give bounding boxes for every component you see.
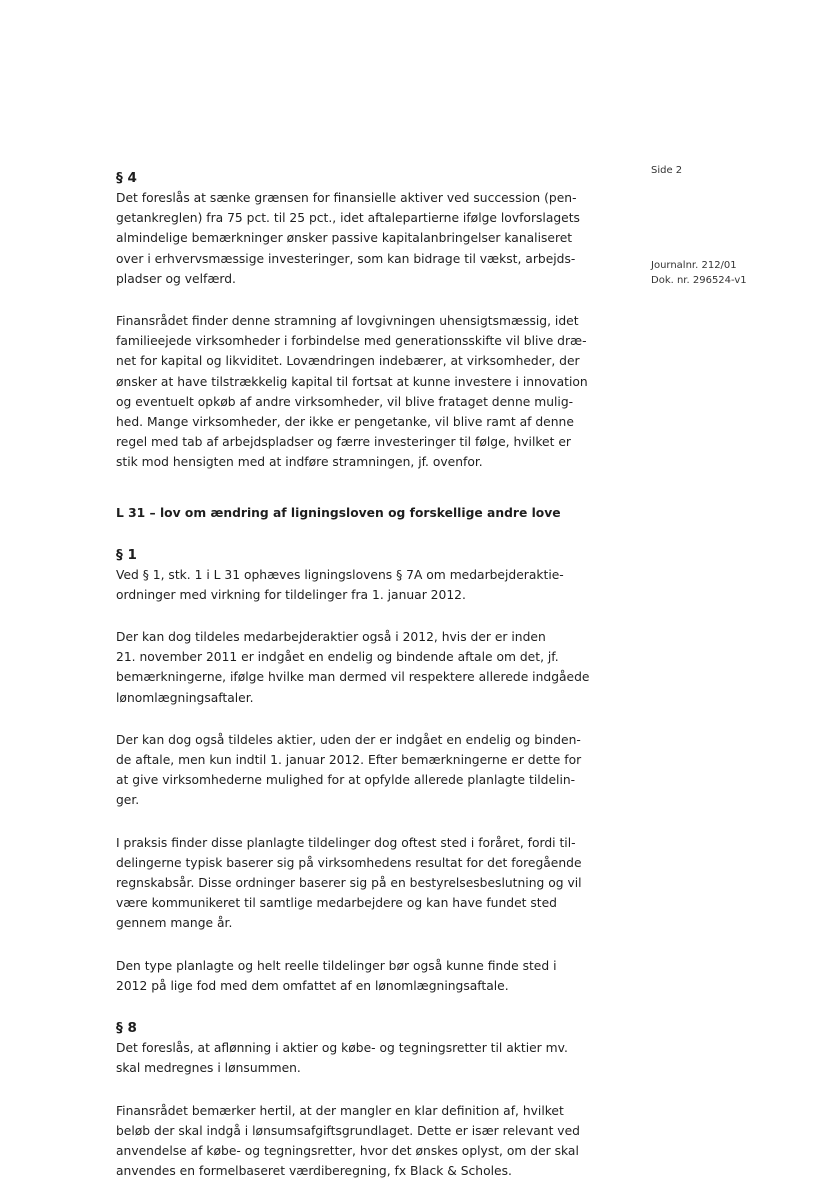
page-number: Side 2 — [651, 163, 781, 178]
section-8-heading: § 8 — [116, 1018, 616, 1038]
section-8-paragraph-2: Finansrådet bemærker hertil, at der mangler en klar definition af, hvilket beløb der skal indgå i lønsumsafgiftsgrundlaget. Dette er især relevant ved anvendelse af købe- og tegningsretter, hvor det ønskes oplyst, om der skal anvendes en formelbaseret værdiberegning, fx Black & Scholes. — [116, 1101, 616, 1181]
section-1-paragraph-3: Der kan dog også tildeles aktier, uden der er indgået en endelig og binden- de aftale, men kun indtil 1. januar 2012. Efter bemærkningerne er dette for at give virksomhederne mulighed for at opfylde allerede planlagte tildelin- ger. — [116, 730, 616, 811]
section-4-heading: § 4 — [116, 168, 616, 188]
section-1-paragraph-1: Ved § 1, stk. 1 i L 31 ophæves ligningslovens § 7A om medarbejderaktie- ordninger med virkning for tildelinger fra 1. januar 2012. — [116, 565, 616, 605]
section-1-heading: § 1 — [116, 545, 616, 565]
section-4-paragraph-1: Det foreslås at sænke grænsen for finansielle aktiver ved succession (pen- getankreglen) fra 75 pct. til 25 pct., idet aftalepartierne ifølge lovforslagets almindelige bemærkninger ønsker passive kapitalanbringelser kanaliseret over i erhvervsmæssige investeringer, som kan bidrage til vækst, arbejds- pladser og velfærd. — [116, 188, 616, 289]
journal-number: Journalnr. 212/01 — [651, 258, 781, 273]
sidebar-meta — [651, 163, 781, 288]
section-8-paragraph-1: Det foreslås, at aflønning i aktier og købe- og tegningsretter til aktier mv. skal medregnes i lønsummen. — [116, 1038, 616, 1078]
document-body — [116, 168, 616, 1181]
section-1-paragraph-4: I praksis finder disse planlagte tildelinger dog oftest sted i foråret, fordi til- delingerne typisk baserer sig på virksomhedens resultat for det foregående regnskabsår. Disse ordninger baserer sig på en bestyrelsesbeslutning og vil være kommunikeret til samtlige medarbejdere og kan have fundet sted gennem mange år. — [116, 833, 616, 934]
law-l31-title: L 31 – lov om ændring af ligningsloven og forskellige andre love — [116, 503, 616, 523]
section-4-paragraph-2: Finansrådet finder denne stramning af lovgivningen uhensigtsmæssig, idet familieejede virksomheder i forbindelse med generationsskifte vil blive dræ- net for kapital og likviditet. Lovændringen indebærer, at virksomheder, der ønsker at have tilstrækkelig kapital til fortsat at kunne investere i innovation og eventuelt opkøb af andre virksomheder, vil blive frataget denne mulig- hed. Mange virksomheder, der ikke er pengetanke, vil blive ramt af denne regel med tab af arbejdspladser og færre investeringer til følge, hvilket er stik mod hensigten med at indføre stramningen, jf. ovenfor. — [116, 311, 616, 473]
section-1-paragraph-2: Der kan dog tildeles medarbejderaktier også i 2012, hvis der er inden 21. november 2011 er indgået en endelig og bindende aftale om det, jf. bemærkningerne, ifølge hvilke man dermed vil respektere allerede indgåede lønomlægningsaftaler. — [116, 627, 616, 708]
section-1-paragraph-5: Den type planlagte og helt reelle tildelinger bør også kunne finde sted i 2012 på lige fod med dem omfattet af en lønomlægningsaftale. — [116, 956, 616, 996]
document-number: Dok. nr. 296524-v1 — [651, 273, 781, 288]
